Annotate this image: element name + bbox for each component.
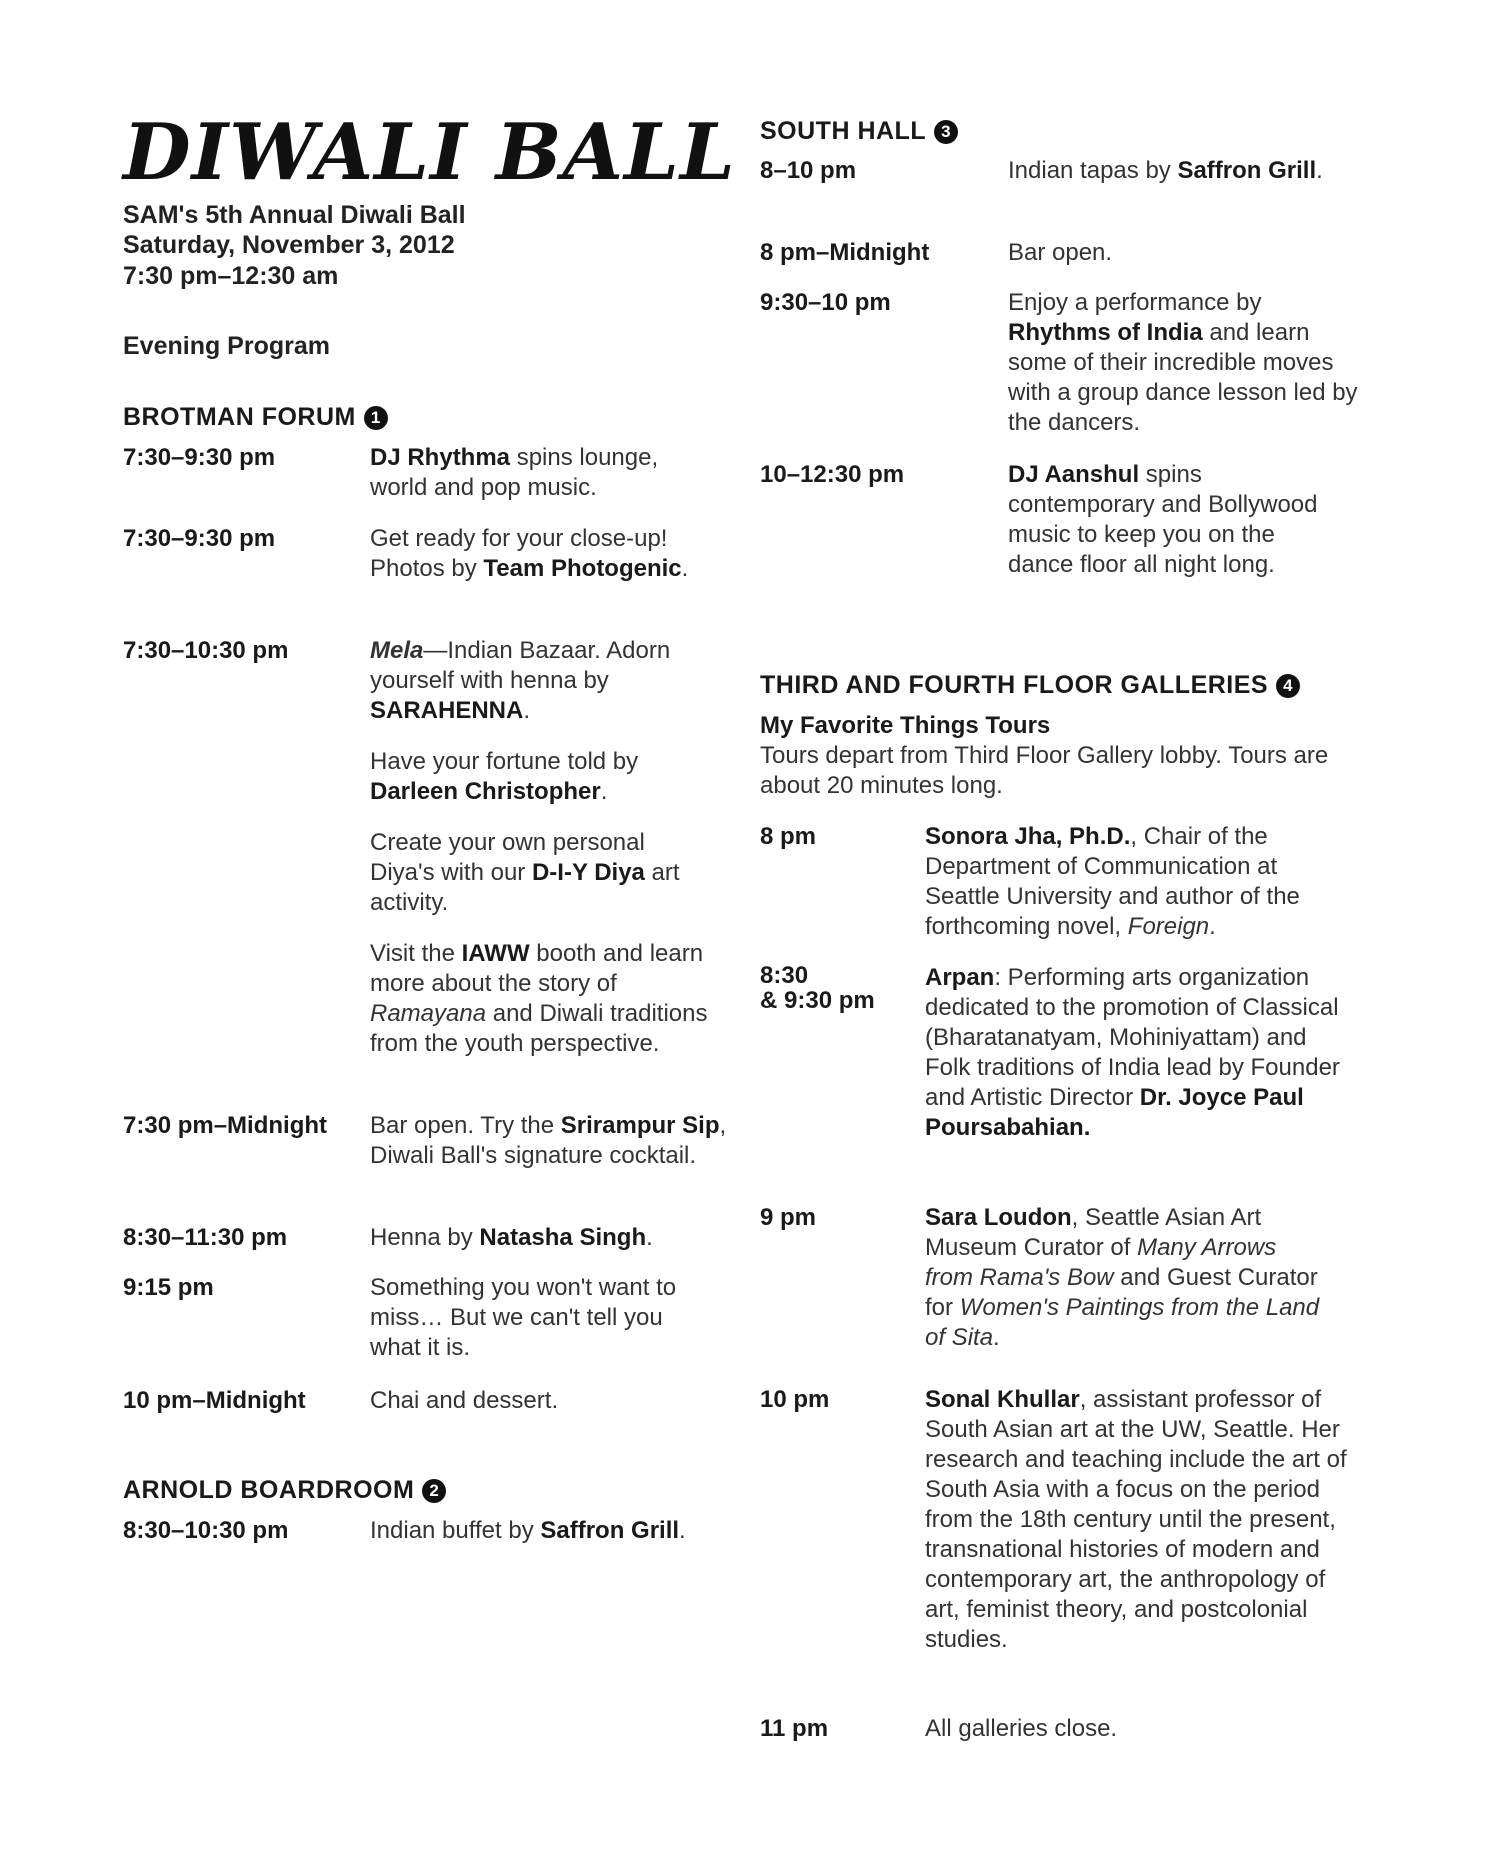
section-brotman-forum bbox=[123, 402, 388, 432]
program-label: Evening Program bbox=[123, 332, 330, 360]
section-title: BROTMAN FORUM bbox=[123, 403, 356, 431]
section-galleries bbox=[760, 670, 1300, 700]
event-description: Sara Loudon, Seattle Asian Art Museum Curator of Many Arrows from Rama's Bow and Guest Curator for Women's Paintings from the Land of Sita. bbox=[925, 1204, 1320, 1351]
event-name: SAM's 5th Annual Diwali Ball bbox=[123, 201, 466, 229]
event-description: Get ready for your close-up! Photos by Team Photogenic. bbox=[370, 525, 689, 582]
event-time: 8:30–10:30 pm bbox=[123, 1517, 289, 1544]
section-title: THIRD AND FOURTH FLOOR GALLERIES bbox=[760, 671, 1269, 699]
event-time: 9 pm bbox=[760, 1204, 817, 1231]
event-description: Create your own personal Diya's with our D-I-Y Diya art activity. bbox=[370, 829, 680, 916]
event-description: Visit the IAWW booth and learn more about the story of Ramayana and Diwali traditions from the youth perspective. bbox=[370, 940, 708, 1057]
event-date: Saturday, November 3, 2012 bbox=[123, 231, 455, 259]
event-description: Mela—Indian Bazaar. Adorn yourself with henna by SARAHENNA. bbox=[370, 637, 671, 724]
event-description: Henna by Natasha Singh. bbox=[370, 1224, 653, 1251]
event-time: 7:30 pm–Midnight bbox=[123, 1112, 328, 1139]
event-time: 9:30–10 pm bbox=[760, 289, 891, 316]
event-description: All galleries close. bbox=[925, 1715, 1118, 1742]
page-title: DIWALI BALL bbox=[123, 107, 736, 198]
event-time: 10 pm bbox=[760, 1386, 830, 1413]
event-time: 10–12:30 pm bbox=[760, 461, 905, 488]
event-description: Sonal Khullar, assistant professor of South Asian art at the UW, Seattle. Her research and teaching include the art of South Asia with a focus on the period from the 18th century until the present, transnational histories of modern and contemporary art, the anthropology of art, feminist theory, and postcolonial studies. bbox=[925, 1386, 1347, 1653]
event-time: 8:30–11:30 pm bbox=[123, 1224, 288, 1251]
event-description: Bar open. bbox=[1008, 239, 1113, 266]
event-description: Something you won't want to miss… But we can't tell you what it is. bbox=[370, 1274, 677, 1361]
event-description: Arpan: Performing arts organization dedicated to the promotion of Classical (Bharatanatyam, Mohiniyattam) and Folk traditions of India lead by Founder and Artistic Director Dr. Joyce Paul Poursabahian. bbox=[925, 964, 1340, 1141]
tours-title: My Favorite Things Tours bbox=[760, 712, 1051, 739]
event-time: 8 pm bbox=[760, 823, 817, 850]
event-description: Bar open. Try the Srirampur Sip, Diwali Ball's signature cocktail. bbox=[370, 1112, 727, 1169]
section-south-hall bbox=[760, 116, 958, 146]
event-description: Have your fortune told by Darleen Christopher. bbox=[370, 748, 639, 805]
event-time: 8 pm–Midnight bbox=[760, 239, 930, 266]
event-time: 8:30 & 9:30 pm bbox=[760, 962, 875, 1014]
event-description: DJ Rhythma spins lounge, world and pop music. bbox=[370, 444, 659, 501]
event-description: Sonora Jha, Ph.D., Chair of the Department of Communication at Seattle University and author of the forthcoming novel, Foreign. bbox=[925, 823, 1300, 940]
event-description: DJ Aanshul spins contemporary and Bollywood music to keep you on the dance floor all night long. bbox=[1008, 461, 1318, 578]
location-badge: 1 bbox=[364, 406, 388, 430]
location-badge: 3 bbox=[934, 120, 958, 144]
event-time: 8–10 pm bbox=[760, 157, 857, 184]
location-badge: 4 bbox=[1276, 674, 1300, 698]
event-time: 7:30–9:30 pm bbox=[123, 444, 276, 471]
event-description: Chai and dessert. bbox=[370, 1387, 559, 1414]
event-description: Indian buffet by Saffron Grill. bbox=[370, 1517, 686, 1544]
location-badge: 2 bbox=[422, 1479, 446, 1503]
tours-info: Tours depart from Third Floor Gallery lobby. Tours are about 20 minutes long. bbox=[760, 742, 1329, 799]
event-hours: 7:30 pm–12:30 am bbox=[123, 262, 339, 290]
event-description: Indian tapas by Saffron Grill. bbox=[1008, 157, 1323, 184]
event-time: 11 pm bbox=[760, 1715, 829, 1742]
event-time: 7:30–9:30 pm bbox=[123, 525, 276, 552]
event-time: 9:15 pm bbox=[123, 1274, 214, 1301]
section-title: SOUTH HALL bbox=[760, 117, 927, 145]
section-title: ARNOLD BOARDROOM bbox=[123, 1476, 415, 1504]
event-time: 10 pm–Midnight bbox=[123, 1387, 306, 1414]
event-time: 7:30–10:30 pm bbox=[123, 637, 289, 664]
section-arnold-boardroom bbox=[123, 1475, 446, 1505]
event-description: Enjoy a performance by Rhythms of India and learn some of their incredible moves with a group dance lesson led by the dancers. bbox=[1008, 289, 1358, 436]
